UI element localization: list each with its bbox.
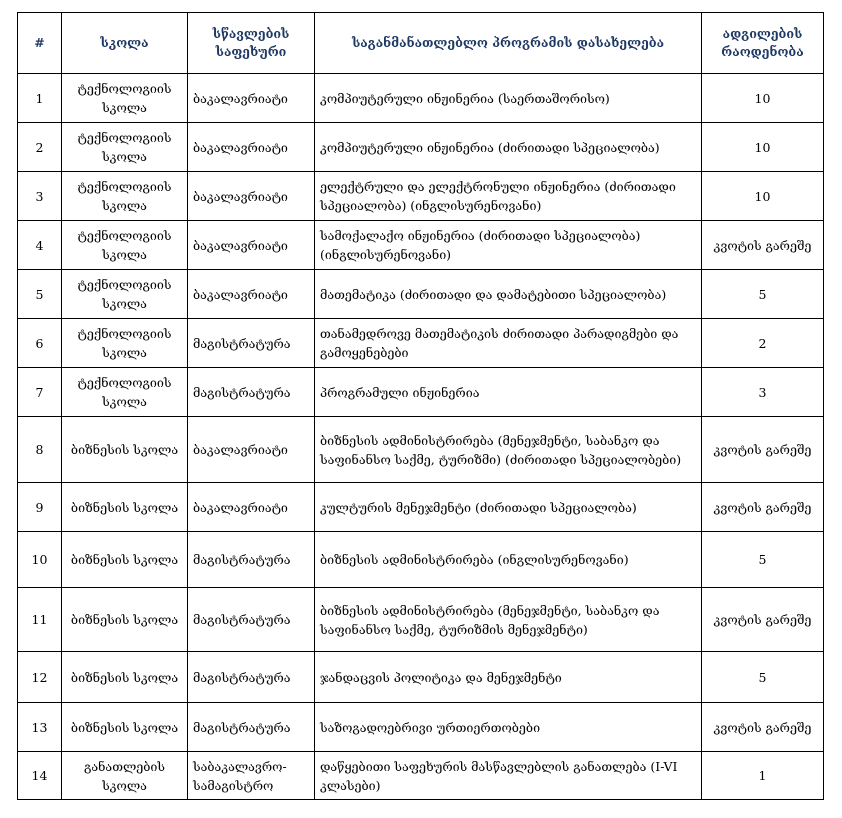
table-row (18, 319, 824, 368)
table-header-row (18, 13, 824, 74)
row-program: საზოგადოებრივი ურთიერთობები (315, 703, 702, 752)
table-row (18, 752, 824, 800)
row-school: ტექნოლოგიის სკოლა (62, 270, 188, 319)
row-level: ბაკალავრიატი (188, 270, 315, 319)
row-school: ბიზნესის სკოლა (62, 652, 188, 703)
table-row (18, 703, 824, 752)
row-program: დაწყებითი საფეხურის მასწავლებლის განათლება (I-VI კლასები) (315, 752, 702, 800)
row-number: 9 (18, 483, 62, 532)
row-number: 12 (18, 652, 62, 703)
row-places: 3 (702, 368, 824, 417)
row-program: მათემატიკა (ძირითადი და დამატებითი სპეციალობა) (315, 270, 702, 319)
row-number: 10 (18, 532, 62, 588)
row-level: საბაკალავრო-სამაგისტრო (188, 752, 315, 800)
row-places: კვოტის გარეშე (702, 417, 824, 483)
row-number: 8 (18, 417, 62, 483)
table-row (18, 588, 824, 652)
table-row (18, 74, 824, 123)
row-places: 10 (702, 74, 824, 123)
row-places: კვოტის გარეშე (702, 483, 824, 532)
row-places: 5 (702, 532, 824, 588)
row-program: თანამედროვე მათემატიკის ძირითადი პარადიგმები და გამოყენებები (315, 319, 702, 368)
row-places: 10 (702, 123, 824, 172)
row-level: მაგისტრატურა (188, 588, 315, 652)
row-school: ბიზნესის სკოლა (62, 532, 188, 588)
header-school: სკოლა (62, 13, 188, 74)
table-row (18, 652, 824, 703)
row-level: მაგისტრატურა (188, 368, 315, 417)
row-level: მაგისტრატურა (188, 532, 315, 588)
row-program: პროგრამული ინჟინერია (315, 368, 702, 417)
table-row (18, 172, 824, 221)
row-places: კვოტის გარეშე (702, 703, 824, 752)
row-program: ბიზნესის ადმინისტრირება (მენეჯმენტი, საბანკო და საფინანსო საქმე, ტურიზმის მენეჯმენტი) (315, 588, 702, 652)
row-program: კომპიუტერული ინჟინერია (ძირითადი სპეციალობა) (315, 123, 702, 172)
row-school: ბიზნესის სკოლა (62, 417, 188, 483)
row-school: ბიზნესის სკოლა (62, 483, 188, 532)
row-program: ბიზნესის ადმინისტრირება (ინგლისურენოვანი) (315, 532, 702, 588)
row-level: ბაკალავრიატი (188, 172, 315, 221)
table-row (18, 123, 824, 172)
row-school: ტექნოლოგიის სკოლა (62, 319, 188, 368)
row-level: ბაკალავრიატი (188, 74, 315, 123)
header-level: სწავლების საფეხური (188, 13, 315, 74)
table-row (18, 483, 824, 532)
table-row (18, 532, 824, 588)
row-program: ბიზნესის ადმინისტრირება (მენეჯმენტი, საბანკო და საფინანსო საქმე, ტურიზმი) (ძირითადი სპეციალობები) (315, 417, 702, 483)
row-level: ბაკალავრიატი (188, 417, 315, 483)
row-places: 10 (702, 172, 824, 221)
row-places: 5 (702, 652, 824, 703)
row-number: 5 (18, 270, 62, 319)
row-program: ჯანდაცვის პოლიტიკა და მენეჯმენტი (315, 652, 702, 703)
row-program: სამოქალაქო ინჟინერია (ძირითადი სპეციალობა) (ინგლისურენოვანი) (315, 221, 702, 270)
row-program: კომპიუტერული ინჟინერია (საერთაშორისო) (315, 74, 702, 123)
table-row (18, 270, 824, 319)
row-school: განათლების სკოლა (62, 752, 188, 800)
row-number: 13 (18, 703, 62, 752)
row-school: ტექნოლოგიის სკოლა (62, 221, 188, 270)
row-program: კულტურის მენეჯმენტი (ძირითადი სპეციალობა) (315, 483, 702, 532)
table-row (18, 368, 824, 417)
table-row (18, 221, 824, 270)
row-number: 6 (18, 319, 62, 368)
row-level: მაგისტრატურა (188, 703, 315, 752)
row-number: 11 (18, 588, 62, 652)
row-school: ბიზნესის სკოლა (62, 703, 188, 752)
row-school: ტექნოლოგიის სკოლა (62, 123, 188, 172)
row-level: ბაკალავრიატი (188, 221, 315, 270)
row-level: ბაკალავრიატი (188, 483, 315, 532)
row-number: 14 (18, 752, 62, 800)
row-level: მაგისტრატურა (188, 319, 315, 368)
row-number: 4 (18, 221, 62, 270)
row-number: 7 (18, 368, 62, 417)
row-school: ტექნოლოგიის სკოლა (62, 368, 188, 417)
row-level: მაგისტრატურა (188, 652, 315, 703)
row-places: კვოტის გარეშე (702, 588, 824, 652)
row-places: 1 (702, 752, 824, 800)
header-num: # (18, 13, 62, 74)
row-level: ბაკალავრიატი (188, 123, 315, 172)
table-row (18, 417, 824, 483)
row-school: ბიზნესის სკოლა (62, 588, 188, 652)
header-program: საგანმანათლებლო პროგრამის დასახელება (315, 13, 702, 74)
header-places: ადგილების რაოდენობა (702, 13, 824, 74)
row-places: კვოტის გარეშე (702, 221, 824, 270)
row-school: ტექნოლოგიის სკოლა (62, 74, 188, 123)
row-number: 3 (18, 172, 62, 221)
row-places: 2 (702, 319, 824, 368)
row-places: 5 (702, 270, 824, 319)
row-program: ელექტრული და ელექტრონული ინჟინერია (ძირითადი სპეციალობა) (ინგლისურენოვანი) (315, 172, 702, 221)
row-number: 1 (18, 74, 62, 123)
programs-table (17, 12, 824, 800)
row-school: ტექნოლოგიის სკოლა (62, 172, 188, 221)
row-number: 2 (18, 123, 62, 172)
